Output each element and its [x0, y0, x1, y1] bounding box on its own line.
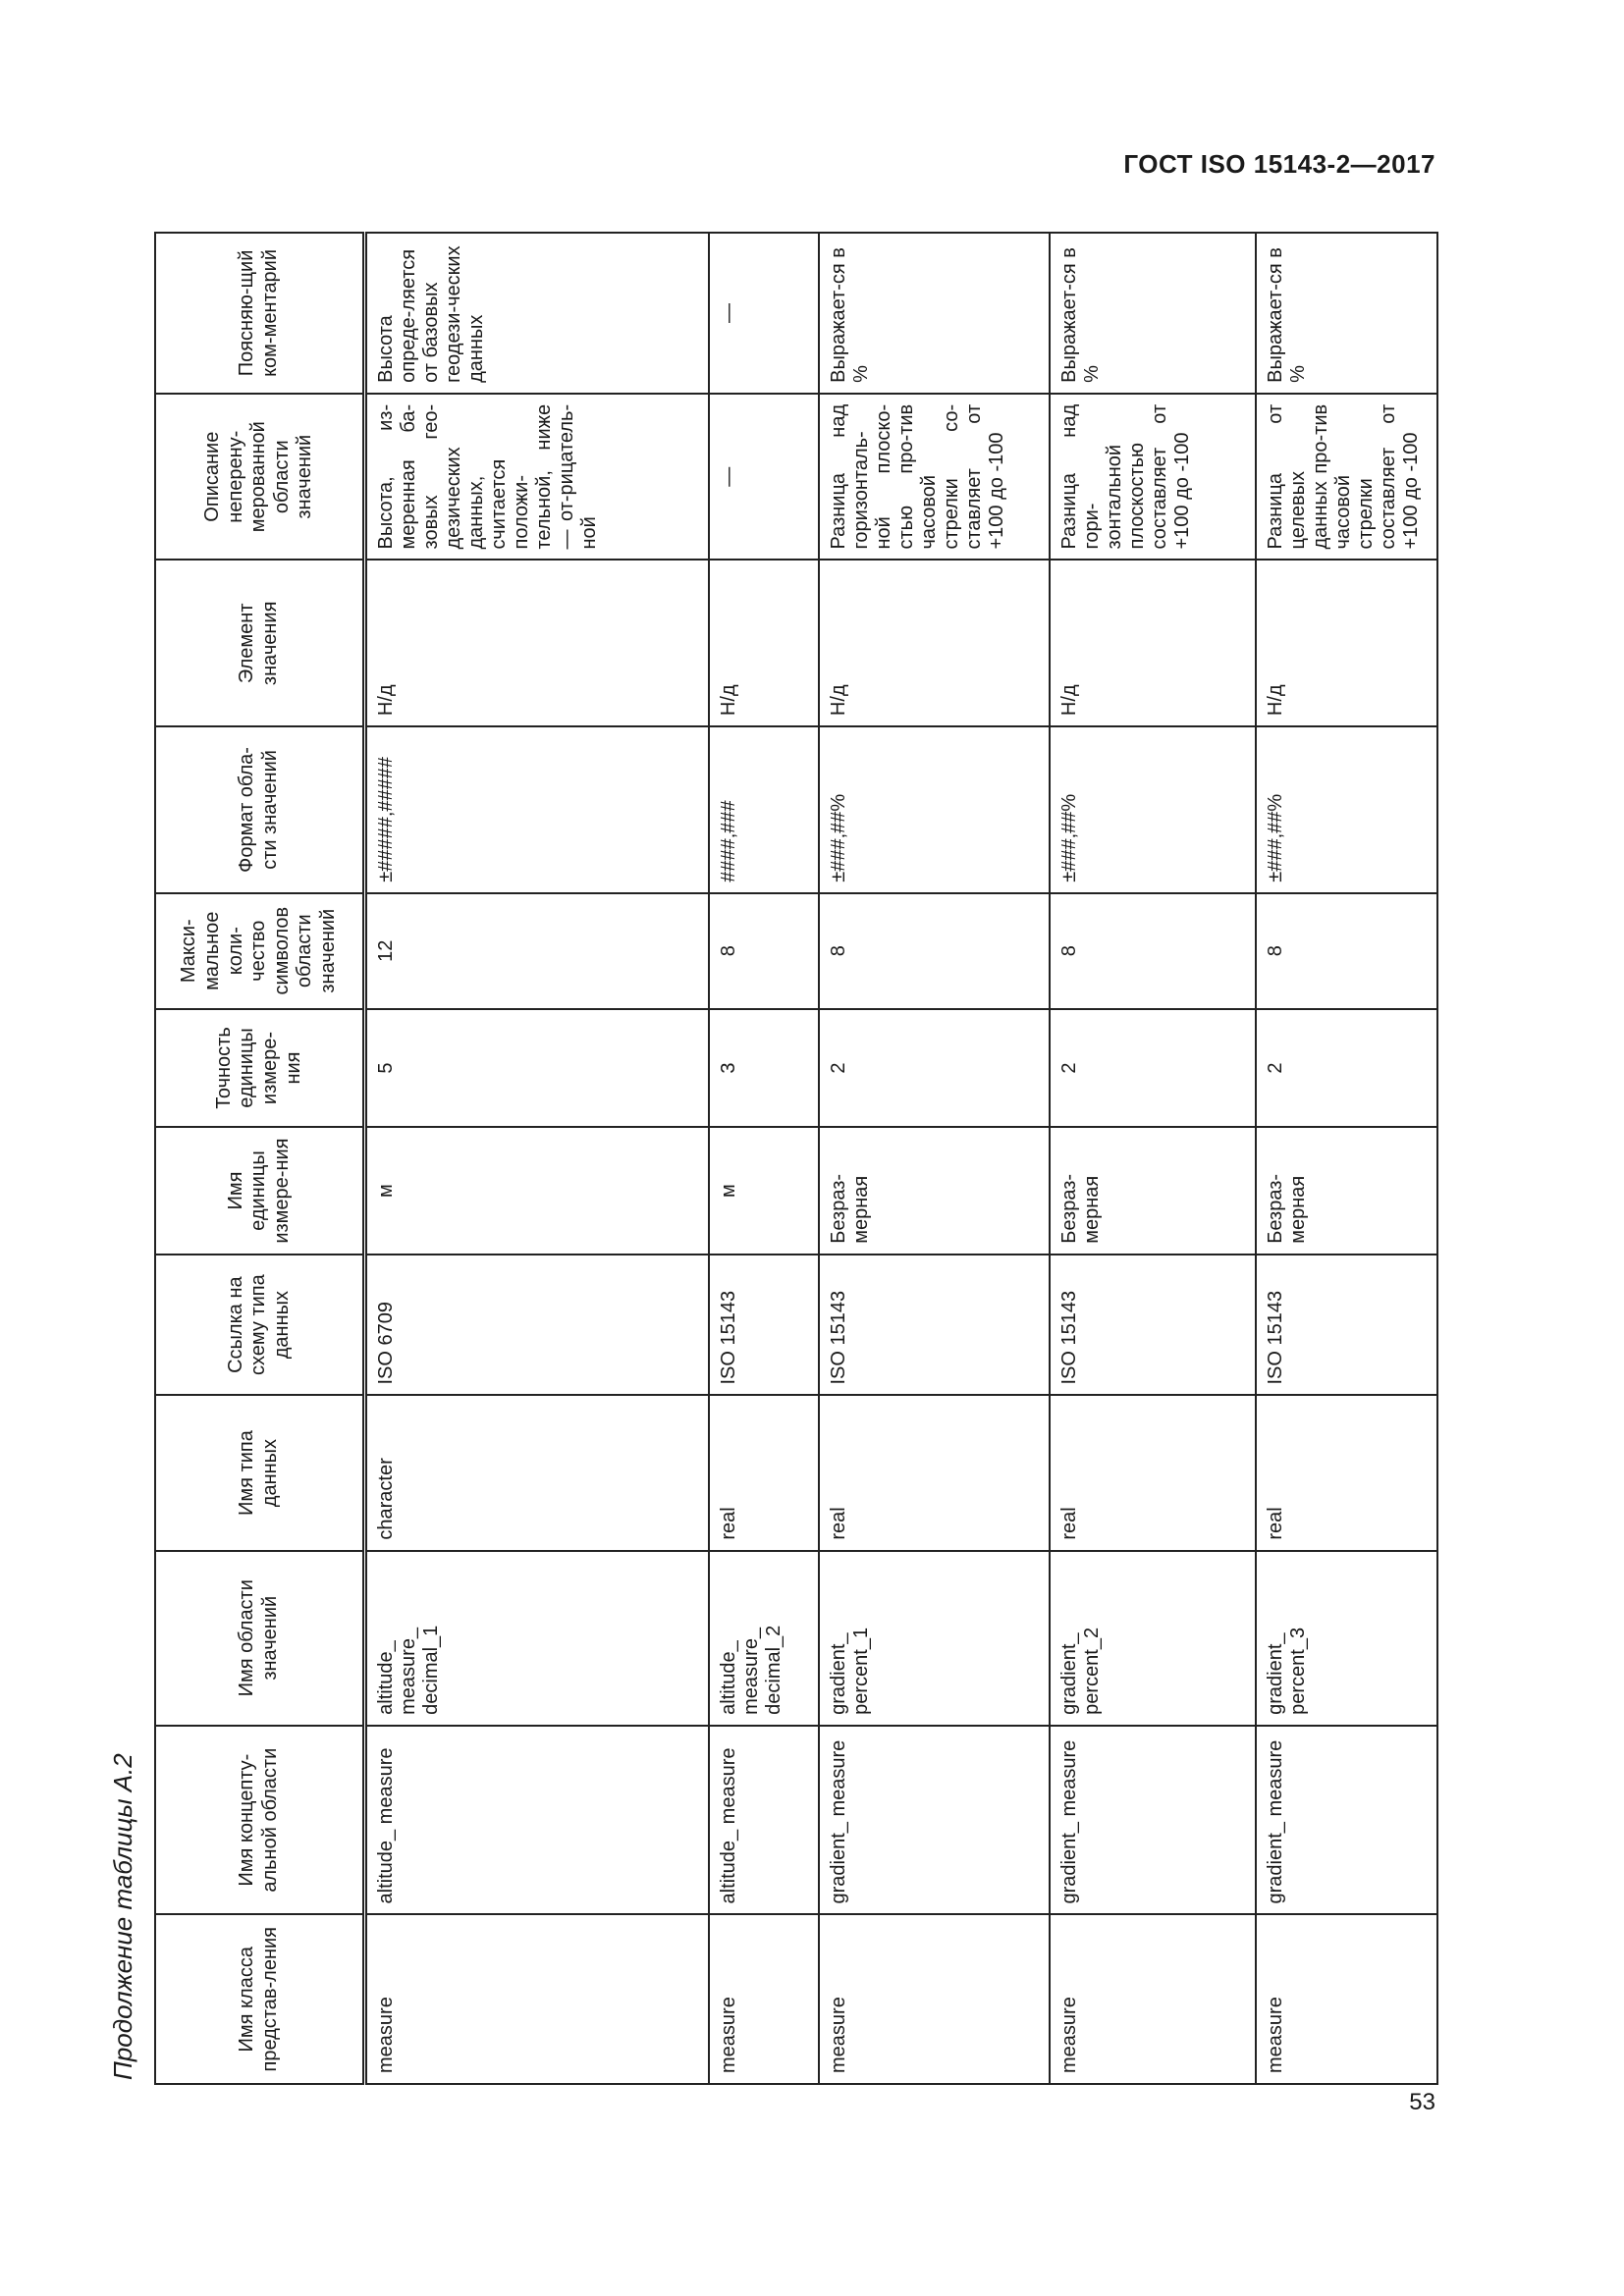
table-cell: gradient_ measure	[1256, 1726, 1437, 1915]
table-cell: real	[709, 1396, 819, 1551]
table-cell: ####,###	[709, 726, 819, 893]
table-header-row	[155, 233, 365, 2084]
table-continuation-caption: Продолжение таблицы А.2	[108, 1753, 137, 2080]
table-cell: Н/д	[1256, 561, 1437, 727]
table-row	[819, 233, 1051, 2084]
table-cell: Н/д	[819, 561, 1051, 727]
table-cell: 2	[1256, 1009, 1437, 1128]
table-cell: Высота опреде-ляется от базовых геодези-ческих данных	[365, 233, 710, 394]
document-standard-header: ГОСТ ISO 15143-2—2017	[1123, 149, 1435, 179]
table-cell: real	[1256, 1396, 1437, 1551]
column-header: Имя типа данных	[155, 1396, 365, 1551]
table-cell: character	[365, 1396, 710, 1551]
table-cell: measure	[819, 1915, 1051, 2085]
table-cell: Высота, из-меренная ба-зовых гео-дезических данных, считается положи-тельной, ниже — от-рицатель-ной	[365, 394, 710, 561]
table-cell: ISO 15143	[819, 1255, 1051, 1396]
table-cell: Безраз-мерная	[1256, 1127, 1437, 1254]
column-header: Точность единицы измере-ния	[155, 1009, 365, 1128]
table-cell: ±###,##%	[1256, 726, 1437, 893]
rotated-table-container	[154, 232, 1438, 2085]
column-header: Формат обла-сти значений	[155, 726, 365, 893]
table-row	[365, 233, 710, 2084]
table-row	[1256, 233, 1437, 2084]
table-cell: 8	[709, 893, 819, 1009]
table-cell: altitude_ measure_ decimal_1	[365, 1551, 710, 1726]
table-cell: gradient_ percent_3	[1256, 1551, 1437, 1726]
column-header: Ссылка на схему типа данных	[155, 1255, 365, 1396]
table-cell: м	[709, 1127, 819, 1254]
table-cell: 3	[709, 1009, 819, 1128]
table-cell: 8	[1050, 893, 1256, 1009]
table-cell: gradient_ measure	[1050, 1726, 1256, 1915]
table-cell: 5	[365, 1009, 710, 1128]
table-cell: ISO 15143	[709, 1255, 819, 1396]
table-cell: —	[709, 233, 819, 394]
column-header: Поясняю-щий ком-ментарий	[155, 233, 365, 394]
table-cell: Выражает-ся в %	[1050, 233, 1256, 394]
column-header: Имя концепту-альной области	[155, 1726, 365, 1915]
table-cell: 2	[819, 1009, 1051, 1128]
table-row	[1050, 233, 1256, 2084]
table-cell: altitude_ measure	[365, 1726, 710, 1915]
table-cell: 12	[365, 893, 710, 1009]
table-cell: gradient_ percent_2	[1050, 1551, 1256, 1726]
table-cell: measure	[709, 1915, 819, 2085]
column-header: Имя единицы измере-ния	[155, 1127, 365, 1254]
table-cell: ISO 15143	[1256, 1255, 1437, 1396]
table-cell: altitude_ measure	[709, 1726, 819, 1915]
table-cell: real	[819, 1396, 1051, 1551]
table-cell: —	[709, 394, 819, 561]
table-cell: Разница над горизонталь-ной плоско-стью про-тив часовой стрелки со-ставляет от +100 до -100	[819, 394, 1051, 561]
table-cell: gradient_ percent_1	[819, 1551, 1051, 1726]
table-cell: 8	[1256, 893, 1437, 1009]
table-cell: Разница над гори-зонтальной плоскостью составляет от +100 до -100	[1050, 394, 1256, 561]
table-cell: measure	[1256, 1915, 1437, 2085]
table-cell: 2	[1050, 1009, 1256, 1128]
column-header: Макси-мальное коли-чество символов области значений	[155, 893, 365, 1009]
column-header: Имя класса представ-ления	[155, 1915, 365, 2085]
table-cell: ISO 15143	[1050, 1255, 1256, 1396]
table-cell: ±###,##%	[819, 726, 1051, 893]
table-cell: real	[1050, 1396, 1256, 1551]
page-number: 53	[1409, 2089, 1435, 2115]
table-cell: ISO 6709	[365, 1255, 710, 1396]
table-cell: measure	[365, 1915, 710, 2085]
column-header: Описание неперену-мерованной области значений	[155, 394, 365, 561]
table-cell: м	[365, 1127, 710, 1254]
table-row	[709, 233, 819, 2084]
table-cell: Н/д	[709, 561, 819, 727]
column-header: Элемент значения	[155, 561, 365, 727]
table-cell: Н/д	[1050, 561, 1256, 727]
table-cell: Безраз-мерная	[1050, 1127, 1256, 1254]
table-cell: ±###,##%	[1050, 726, 1256, 893]
table-cell: ±#####,#####	[365, 726, 710, 893]
table-cell: gradient_ measure	[819, 1726, 1051, 1915]
table-cell: Разница от целевых данных про-тив часовой стрелки составляет от +100 до -100	[1256, 394, 1437, 561]
table-cell: Безраз-мерная	[819, 1127, 1051, 1254]
table-cell: altitude_ measure_ decimal_2	[709, 1551, 819, 1726]
data-table	[154, 232, 1438, 2085]
table-cell: 8	[819, 893, 1051, 1009]
column-header: Имя области значений	[155, 1551, 365, 1726]
table-cell: Выражает-ся в %	[819, 233, 1051, 394]
table-cell: Н/д	[365, 561, 710, 727]
table-cell: measure	[1050, 1915, 1256, 2085]
table-cell: Выражает-ся в %	[1256, 233, 1437, 394]
